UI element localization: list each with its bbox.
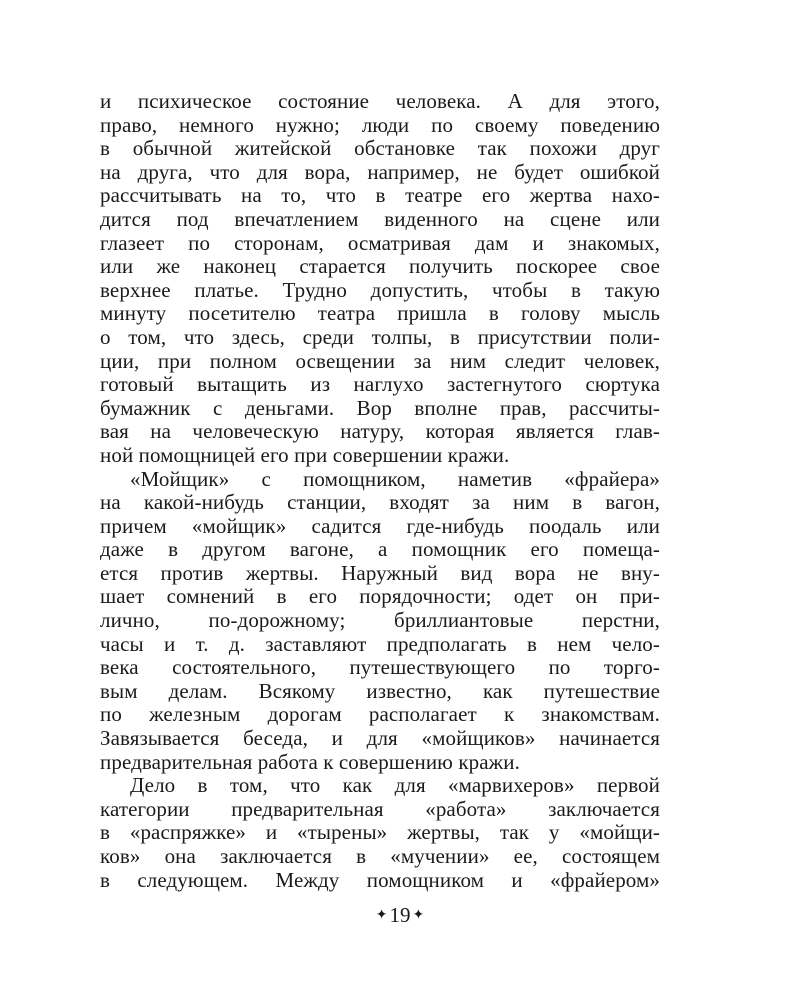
text-line: дится под впечатлением виденного на сцене или [100, 206, 660, 231]
text-line: готовый вытащить из наглухо застегнутого сюртука [100, 372, 660, 397]
text-line: категории предварительная «работа» заключается [100, 796, 660, 821]
text-line: на какой-нибудь станции, входят за ним в вагон, [100, 490, 660, 515]
text-line: даже в другом вагоне, а помощник его помеща- [100, 537, 660, 562]
text-line: право, немного нужно; люди по своему поведению [100, 112, 660, 137]
folio-ornament-left-icon: ✦ [375, 908, 388, 923]
text-line: Завязывается беседа, и для «мойщиков» начинается [100, 726, 660, 751]
text-line: ков» она заключается в «мучении» ее, состоящем [100, 844, 660, 868]
text-line: причем «мойщик» садится где-нибудь поодаль или [100, 513, 660, 538]
text-line: вым делам. Всякому известно, как путешествие [100, 678, 660, 703]
text-line: глазеет по сторонам, осматривая дам и знакомых, [100, 230, 660, 255]
text-line: ется против жертвы. Наружный вид вора не вну- [100, 560, 660, 585]
text-line: бумажник с деньгами. Вор вполне прав, рассчиты- [100, 395, 660, 420]
text-line: рассчитывать на то, что в театре его жертва нахо- [100, 183, 660, 208]
text-line: в следующем. Между помощником и «фрайером» [100, 867, 660, 892]
text-line: «Мойщик» с помощником, наметив «фрайера» [130, 466, 660, 491]
text-line: вая на человеческую натуру, которая является глав- [100, 419, 660, 444]
text-line: в «распряжке» и «тырены» жертвы, так у «мойщи- [100, 820, 660, 845]
text-line: в обычной житейской обстановке так похожи друг [100, 136, 660, 161]
text-line: часы и т. д. заставляют предполагать в нем чело- [100, 631, 660, 656]
text-line: и психическое состояние человека. А для этого, [100, 89, 660, 113]
page-number: 19 [389, 903, 411, 927]
text-line: по железным дорогам располагает к знакомствам. [100, 702, 660, 727]
text-line: на друга, что для вора, например, не будет ошибкой [100, 159, 660, 184]
text-line: ции, при полном освещении за ним следит человек, [100, 348, 660, 373]
text-line: шает сомнений в его порядочности; одет он при- [100, 584, 660, 609]
page-number-footer [0, 903, 800, 928]
text-line: предварительная работа к совершению кражи. [100, 749, 520, 774]
text-line: лично, по-дорожному; бриллиантовые перстни, [100, 608, 660, 633]
text-line: верхнее платье. Трудно допустить, чтобы в такую [100, 277, 660, 302]
text-line: Дело в том, что как для «марвихеров» первой [130, 773, 660, 798]
text-line: минуту посетителю театра пришла в голову мысль [100, 301, 660, 326]
text-line: ной помощницей его при совершении кражи. [100, 442, 510, 467]
page-body [100, 90, 660, 892]
text-line: о том, что здесь, среди толпы, в присутствии поли- [100, 324, 660, 349]
folio-ornament-right-icon: ✦ [412, 908, 425, 923]
text-line: или же наконец старается получить поскорее свое [100, 254, 660, 279]
text-line: века состоятельного, путешествующего по торго- [100, 655, 660, 680]
